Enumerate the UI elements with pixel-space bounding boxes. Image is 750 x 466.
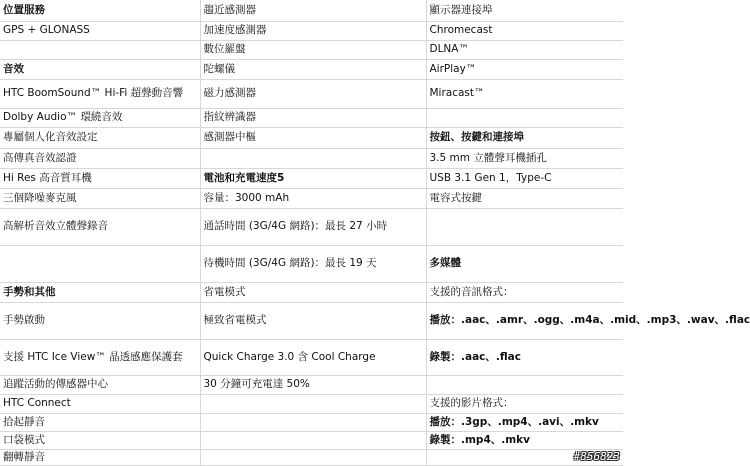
table-row	[0, 339, 623, 375]
spec-cell: Quick Charge 3.0 含 Cool Charge	[200, 339, 426, 375]
spec-cell	[0, 245, 200, 282]
spec-cell: 感測器中樞	[200, 127, 426, 148]
spec-cell: 待機時間 (3G/4G 網路)：最長 19 天	[200, 245, 426, 282]
table-row	[0, 245, 623, 282]
spec-cell: Miracast™	[426, 79, 623, 108]
video-record-formats: 錄製：.mp4、.mkv	[426, 431, 623, 449]
table-row	[0, 188, 623, 208]
section-heading-buttons-ports: 按鈕、按鍵和連接埠	[426, 127, 623, 148]
spec-cell: 通話時間 (3G/4G 網路)：最長 27 小時	[200, 208, 426, 245]
table-row	[0, 79, 623, 108]
spec-cell: AirPlay™	[426, 59, 623, 79]
spec-cell: DLNA™	[426, 40, 623, 59]
table-row	[0, 148, 623, 168]
spec-cell: 省電模式	[200, 282, 426, 302]
spec-cell: HTC BoomSound™ Hi-Fi 超聲動音響	[0, 79, 200, 108]
spec-cell	[426, 375, 623, 394]
section-label-display-port: 顯示器連接埠	[426, 0, 623, 21]
spec-cell: 專屬個人化音效設定	[0, 127, 200, 148]
spec-cell: 容量：3000 mAh	[200, 188, 426, 208]
section-heading-gestures: 手勢和其他	[0, 282, 200, 302]
spec-cell: 電容式按鍵	[426, 188, 623, 208]
section-heading-multimedia: 多媒體	[426, 245, 623, 282]
table-row	[0, 40, 623, 59]
spec-cell: 加速度感測器	[200, 21, 426, 40]
spec-cell: 3.5 mm 立體聲耳機插孔	[426, 148, 623, 168]
table-row	[0, 282, 623, 302]
spec-cell: 30 分鐘可充電達 50%	[200, 375, 426, 394]
spec-cell: Chromecast	[426, 21, 623, 40]
spec-cell: 支援的影片格式：	[426, 394, 623, 413]
table-row	[0, 208, 623, 245]
section-heading-audio: 音效	[0, 59, 200, 79]
spec-cell: 磁力感測器	[200, 79, 426, 108]
section-heading-location: 位置服務	[0, 0, 200, 21]
spec-cell: 支援 HTC Ice View™ 晶透感應保護套	[0, 339, 200, 375]
spec-cell: 手勢啟動	[0, 302, 200, 339]
table-row	[0, 394, 623, 413]
section-heading-battery: 電池和充電速度5	[200, 168, 426, 188]
spec-cell: 拾起靜音	[0, 413, 200, 431]
spec-cell: 翻轉靜音	[0, 449, 200, 465]
spec-cell: 支援的音訊格式：	[426, 282, 623, 302]
spec-cell	[200, 449, 426, 465]
audio-playback-formats: 播放：.aac、.amr、.ogg、.m4a、.mid、.mp3、.wav、.flac	[426, 302, 623, 339]
spec-cell	[426, 108, 623, 127]
spec-cell: HTC Connect	[0, 394, 200, 413]
spec-cell: Dolby Audio™ 環繞音效	[0, 108, 200, 127]
table-row	[0, 21, 623, 40]
spec-cell: 口袋模式	[0, 431, 200, 449]
spec-cell: 追蹤活動的傳感器中心	[0, 375, 200, 394]
table-row	[0, 302, 623, 339]
spec-cell: USB 3.1 Gen 1，Type-C	[426, 168, 623, 188]
table-row	[0, 449, 623, 465]
spec-cell: 指紋辨識器	[200, 108, 426, 127]
spec-cell: 陀螺儀	[200, 59, 426, 79]
spec-cell	[200, 394, 426, 413]
table-row	[0, 413, 623, 431]
table-row	[0, 375, 623, 394]
table-row	[0, 127, 623, 148]
spec-cell: 趨近感測器	[200, 0, 426, 21]
table-row	[0, 0, 623, 21]
spec-cell: GPS + GLONASS	[0, 21, 200, 40]
spec-cell	[200, 413, 426, 431]
spec-cell	[200, 148, 426, 168]
spec-cell	[426, 208, 623, 245]
spec-cell: 數位羅盤	[200, 40, 426, 59]
table-row	[0, 168, 623, 188]
spec-cell: 三個降噪麥克風	[0, 188, 200, 208]
spec-cell: 高傳真音效認證	[0, 148, 200, 168]
table-row	[0, 431, 623, 449]
spec-cell: Hi Res 高音質耳機	[0, 168, 200, 188]
audio-record-formats: 錄製：.aac、.flac	[426, 339, 623, 375]
table-row	[0, 108, 623, 127]
watermark-label: #856823	[573, 450, 620, 463]
table-row	[0, 59, 623, 79]
video-playback-formats: 播放：.3gp、.mp4、.avi、.mkv	[426, 413, 623, 431]
spec-cell: 高解析音效立體聲錄音	[0, 208, 200, 245]
spec-cell: 極致省電模式	[200, 302, 426, 339]
spec-cell	[0, 40, 200, 59]
spec-cell	[200, 431, 426, 449]
